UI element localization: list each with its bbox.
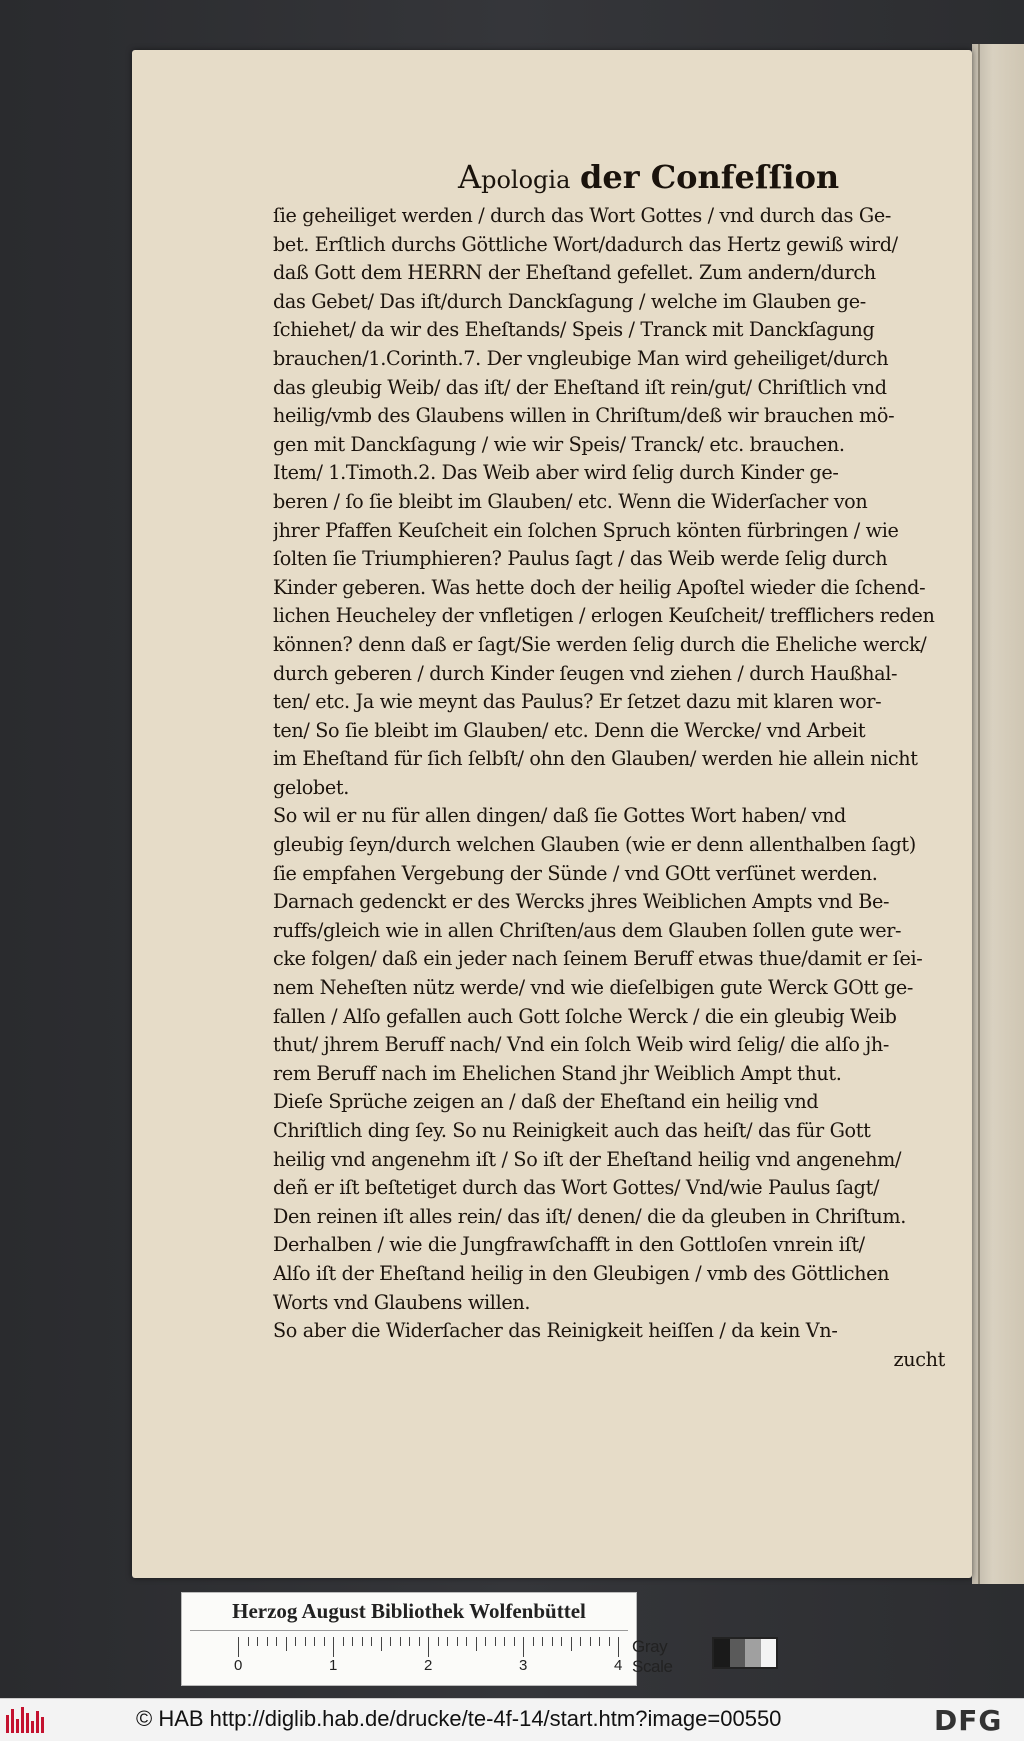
text-line: durch geberen / durch Kinder ſeugen vnd ziehen / durch Haußhal- xyxy=(273,661,898,685)
ruler-tick xyxy=(371,1637,372,1646)
text-line: Derhalben / wie die Jungfrawſchafft in den Gottloſen vnrein iſt/ xyxy=(273,1233,865,1257)
ruler-tick xyxy=(257,1637,258,1646)
gray-swatch xyxy=(714,1639,730,1667)
ruler-tick xyxy=(590,1637,591,1646)
text-line: können? denn daß er ſagt/Sie werden ſelig durch die Eheliche werck/ xyxy=(273,632,927,656)
gray-scale-swatches xyxy=(712,1637,778,1669)
ruler-tick xyxy=(561,1637,562,1646)
ruler-tick xyxy=(305,1637,306,1646)
header-initial: A xyxy=(458,158,482,196)
ruler-number: 2 xyxy=(424,1657,433,1674)
ruler-tick xyxy=(333,1637,334,1657)
hab-logo-bar xyxy=(21,1707,24,1733)
ruler-tick xyxy=(580,1637,581,1646)
ruler-tick xyxy=(447,1637,448,1646)
ruler-ticks xyxy=(238,1637,618,1657)
ruler-tick xyxy=(238,1637,239,1657)
gray-swatch xyxy=(745,1639,761,1667)
ruler-tick xyxy=(276,1637,277,1646)
gray-scale-label: Gray Scale xyxy=(632,1637,673,1676)
ruler-number: 0 xyxy=(234,1657,243,1674)
text-line: daß Gott dem HERRN der Eheſtand gefellet. Zum andern/durch xyxy=(273,261,876,285)
text-line: Alſo iſt der Eheſtand heilig in den Gleubigen / vmb des Göttlichen xyxy=(273,1261,890,1285)
hab-logo-bar xyxy=(31,1721,34,1733)
ruler-tick xyxy=(571,1637,572,1651)
text-line: Chriſtlich ding ſey. So nu Reinigkeit auch das heiſt/ das für Gott xyxy=(273,1119,871,1142)
ruler-tick xyxy=(514,1637,515,1646)
page-edge-line xyxy=(978,44,980,1584)
text-line: ten/ etc. Ja wie meynt das Paulus? Er ſetzet dazu mit klaren wor- xyxy=(273,690,882,714)
text-line: ſolten ſie Triumphieren? Paulus ſagt / das Weib werde ſelig durch xyxy=(273,547,888,571)
catchword: zucht xyxy=(893,1347,945,1371)
text-line: deñ er iſt beſtetiget durch das Wort Gottes/ Vnd/wie Paulus ſagt/ xyxy=(273,1176,880,1200)
ruler-number: 4 xyxy=(614,1657,623,1674)
ruler-tick xyxy=(533,1637,534,1646)
text-line: Item/ 1.Timoth.2. Das Weib aber wird ſelig durch Kinder ge- xyxy=(273,461,839,485)
text-line: ruffs/gleich wie in allen Chriſten/aus dem Glauben ſollen gute wer- xyxy=(273,918,902,942)
hab-logo-bar xyxy=(11,1709,14,1733)
text-line: heilig/vmb des Glaubens willen in Chriſtum/deß wir brauchen mö- xyxy=(273,404,895,428)
ruler-tick xyxy=(381,1637,382,1651)
text-line: ſchiehet/ da wir des Eheſtands/ Speis / Tranck mit Danckſagung xyxy=(273,318,875,342)
text-line: nem Neheſten nütz werde/ vnd wie dieſelbigen gute Werck GOtt ge- xyxy=(273,976,914,1000)
ruler-tick xyxy=(466,1637,467,1646)
ruler-tick xyxy=(362,1637,363,1646)
text-line: ſie geheiliget werden / durch das Wort Gottes / vnd durch das Ge- xyxy=(273,204,891,227)
text-line: thut/ jhrem Beruff nach/ Vnd ein ſolch Weib wird ſelig/ die alſo jh- xyxy=(273,1033,890,1057)
running-header xyxy=(458,158,839,196)
ruler-tick xyxy=(400,1637,401,1646)
gray-swatch xyxy=(730,1639,746,1667)
text-line: lichen Heucheley der vnfletigen / erlogen Keuſcheit/ trefflichers reden xyxy=(273,604,935,628)
ruler-tick xyxy=(324,1637,325,1646)
text-line: fallen / Alſo gefallen auch Gott ſolche Werck / die ein gleubig Weib xyxy=(273,1004,897,1028)
text-line: gelobet. xyxy=(273,775,349,799)
facing-page-edge xyxy=(972,44,1024,1584)
text-line: Dieſe Sprüche zeigen an / daß der Eheſtand ein heilig vnd xyxy=(273,1090,819,1114)
ruler-tick xyxy=(609,1637,610,1646)
text-line: ſie empfahen Vergebung der Sünde / vnd GOtt verſünet werden. xyxy=(273,861,878,885)
ruler-tick xyxy=(599,1637,600,1646)
ruler-tick xyxy=(314,1637,315,1646)
hab-logo-bar xyxy=(26,1713,29,1733)
ruler-tick xyxy=(552,1637,553,1646)
ruler-tick xyxy=(495,1637,496,1646)
text-line: gen mit Danckſagung / wie wir Speis/ Tranck/ etc. brauchen. xyxy=(273,432,845,456)
ruler-number: 1 xyxy=(329,1657,338,1674)
text-line: gleubig ſeyn/durch welchen Glauben (wie er denn allenthalben ſagt) xyxy=(273,833,916,857)
footer-copyright-url: © HAB http://diglib.hab.de/drucke/te-4f-14/start.htm?image=00550 xyxy=(136,1706,782,1731)
ruler-tick xyxy=(286,1637,287,1651)
text-line: Worts vnd Glaubens willen. xyxy=(273,1290,531,1314)
hab-logo-bar xyxy=(16,1719,19,1733)
text-line: brauchen/1.Corinth.7. Der vngleubige Man wird geheiliget/durch xyxy=(273,346,889,370)
text-line: das gleubig Weib/ das iſt/ der Eheſtand iſt rein/gut/ Chriſtlich vnd xyxy=(273,375,887,399)
ruler-tick xyxy=(352,1637,353,1646)
text-line: Kinder geberen. Was hette doch der heilig Apoſtel wieder die ſchend- xyxy=(273,575,926,599)
text-line: cke folgen/ daß ein jeder nach ſeinem Beruff etwas thue/damit er ſei- xyxy=(273,947,923,971)
ruler-title: Herzog August Bibliothek Wolfenbüttel xyxy=(232,1599,586,1623)
hab-logo-bar xyxy=(36,1711,39,1733)
hab-logo-bar xyxy=(6,1715,9,1733)
ruler-number: 3 xyxy=(519,1657,528,1674)
color-ruler xyxy=(181,1592,673,1686)
gray-swatch xyxy=(761,1639,777,1667)
ruler-tick xyxy=(409,1637,410,1646)
ruler-tick xyxy=(438,1637,439,1646)
ruler-tick xyxy=(428,1637,429,1657)
header-confession: der Confeſſion xyxy=(579,158,840,196)
text-line: bet. Erſtlich durchs Göttliche Wort/dadurch das Hertz gewiß wird/ xyxy=(273,232,898,256)
header-pologia: pologia xyxy=(481,166,571,194)
text-line: Darnach gedenckt er des Wercks jhres Weiblichen Ampts vnd Be- xyxy=(273,890,890,914)
hab-logo-icon xyxy=(6,1707,46,1733)
ruler-tick xyxy=(295,1637,296,1646)
ruler-tick xyxy=(485,1637,486,1646)
footer-bar xyxy=(0,1698,1024,1741)
ruler-tick xyxy=(267,1637,268,1646)
ruler-tick xyxy=(476,1637,477,1651)
page-body-text xyxy=(273,202,945,1374)
text-line: im Eheſtand für ſich ſelbſt/ ohn den Glauben/ werden hie allein nicht xyxy=(273,747,918,771)
ruler-tick xyxy=(523,1637,524,1657)
ruler-tick xyxy=(343,1637,344,1646)
dfg-logo: DFG xyxy=(934,1704,1003,1737)
ruler-tick xyxy=(618,1637,619,1657)
text-line: heilig vnd angenehm iſt / So iſt der Eheſtand heilig vnd angenehm/ xyxy=(273,1147,902,1171)
text-line: ten/ So ſie bleibt im Glauben/ etc. Denn die Wercke/ vnd Arbeit xyxy=(273,718,866,742)
text-line: So wil er nu für allen dingen/ daß ſie Gottes Wort haben/ vnd xyxy=(273,804,846,828)
text-line: das Gebet/ Das iſt/durch Danckſagung / welche im Glauben ge- xyxy=(273,289,866,313)
text-line: rem Beruff nach im Ehelichen Stand jhr Weiblich Ampt thut. xyxy=(273,1061,842,1085)
ruler-numbers xyxy=(234,1657,634,1677)
ruler-tick xyxy=(390,1637,391,1646)
text-line: jhrer Pfaffen Keuſcheit ein ſolchen Spruch könten fürbringen / wie xyxy=(273,518,899,542)
ruler-tick xyxy=(248,1637,249,1646)
ruler-divider xyxy=(190,1630,628,1631)
text-line: So aber die Widerſacher das Reinigkeit heiſſen / da kein Vn- xyxy=(273,1319,838,1343)
hab-logo-bar xyxy=(41,1717,44,1733)
ruler-tick xyxy=(419,1637,420,1646)
text-line: Den reinen iſt alles rein/ das iſt/ denen/ die da gleuben in Chriſtum. xyxy=(273,1204,906,1228)
ruler-tick xyxy=(457,1637,458,1646)
text-line: beren / ſo ſie bleibt im Glauben/ etc. Wenn die Widerſacher von xyxy=(273,489,868,513)
ruler-tick xyxy=(542,1637,543,1646)
ruler-tick xyxy=(504,1637,505,1646)
